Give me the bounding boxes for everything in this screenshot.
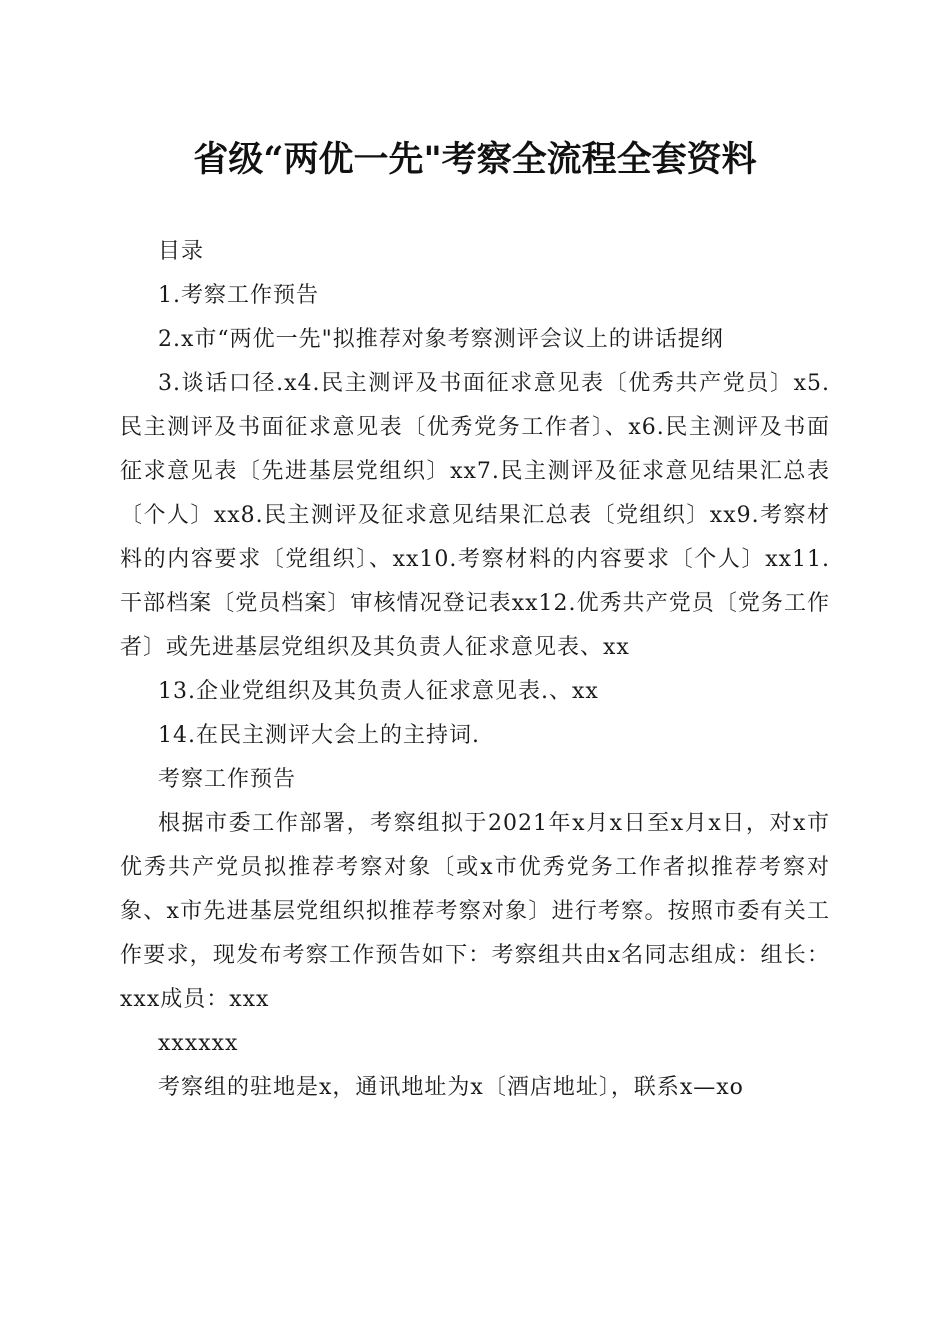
body-paragraph: 考察组的驻地是x，通讯地址为x〔酒店地址〕，联系x—xo [158,1075,744,1100]
document-title: 省级“两优一先"考察全流程全套资料 [193,139,757,180]
section-heading: 考察工作预告 [158,767,297,792]
toc-item-14: 14.在民主测评大会上的主持词. [158,723,480,748]
document-body [120,230,830,1110]
body-paragraph: 根据市委工作部署，考察组拟于2021年x月x日至x月x日，对x市优秀共产党员拟推荐考察对象〔或x市优秀党务工作者拟推荐考察对象、x市先进基层党组织拟推荐考察对象〕进行考察。按照市委有关工作要求，现发布考察工作预告如下：考察组共由x名同志组成：组长：xxx成员：xxx [120,811,830,1012]
toc-item-13: 13.企业党组织及其负责人征求意见表.、xx [158,679,599,704]
toc-item-1: 1.考察工作预告 [158,283,319,308]
body-paragraph: xxxxxx [158,1031,239,1056]
toc-items-3-12: 3.谈话口径.x4.民主测评及书面征求意见表〔优秀共产党员〕x5.民主测评及书面征求意见表〔优秀党务工作者〕、x6.民主测评及书面征求意见表〔先进基层党组织〕xx7.民主测评及征求意见结果汇总表〔个人〕xx8.民主测评及征求意见结果汇总表〔党组织〕xx9.考察材料的内容要求〔党组织〕、xx10.考察材料的内容要求〔个人〕xx11.干部档案〔党员档案〕审核情况登记表xx12.优秀共产党员〔党务工作者〕或先进基层党组织及其负责人征求意见表、xx [120,371,830,660]
toc-heading: 目录 [158,239,205,264]
toc-item-2: 2.x市“两优一先"拟推荐对象考察测评会议上的讲话提纲 [158,327,724,352]
